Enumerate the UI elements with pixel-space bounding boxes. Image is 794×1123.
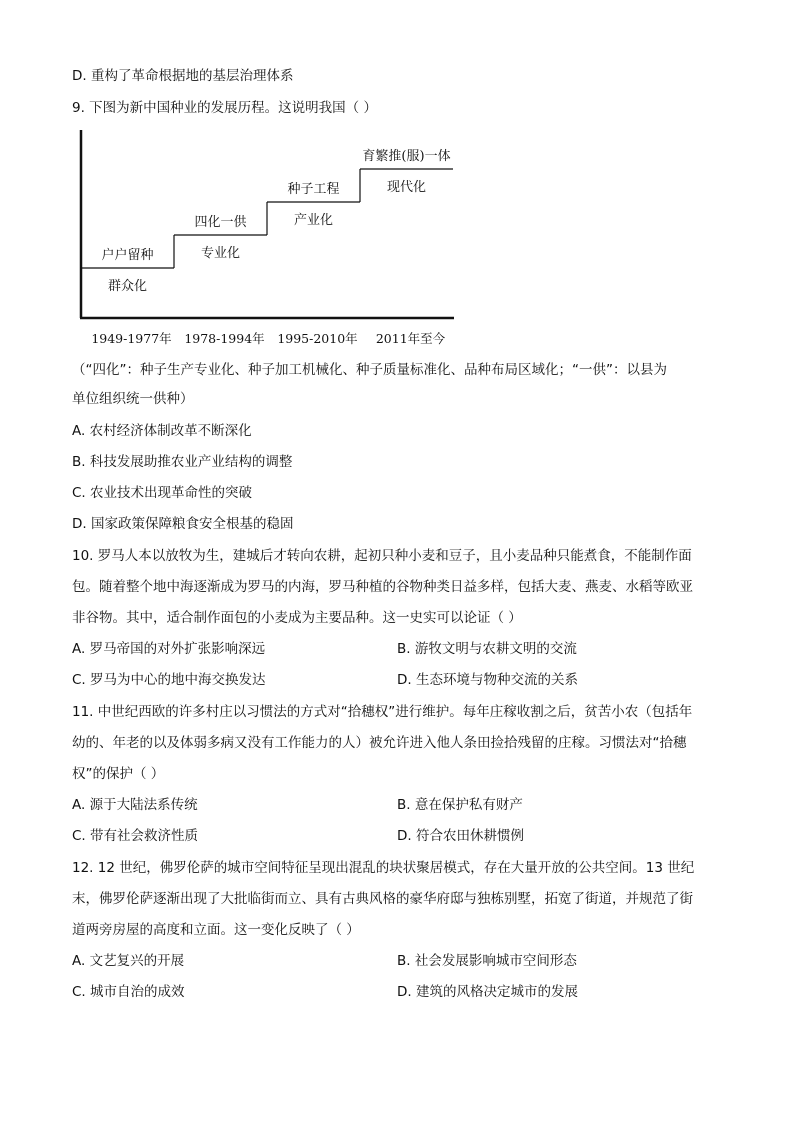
x-tick-label: 2011年至今 bbox=[375, 331, 446, 346]
stage-bottom-label: 现代化 bbox=[386, 180, 427, 195]
q9-note-line1: （“四化”：种子生产专业化、种子加工机械化、种子质量标准化、品种布局区域化；“一供”：以县为 bbox=[72, 362, 667, 378]
q10-option-d: D. 生态环境与物种交流的关系 bbox=[397, 672, 578, 688]
q12-option-b: B. 社会发展影响城市空间形态 bbox=[397, 953, 577, 969]
stage-top-label: 四化一供 bbox=[194, 215, 247, 230]
q11-option-b: B. 意在保护私有财产 bbox=[397, 797, 523, 813]
q9-option-b: B. 科技发展助推农业产业结构的调整 bbox=[72, 454, 293, 470]
q12-line1: 12. 12 世纪，佛罗伦萨的城市空间特征呈现出混乱的块状聚居模式，存在大量开放的公共空间。13 世纪 bbox=[72, 860, 695, 876]
stage-top-label: 户户留种 bbox=[101, 248, 154, 263]
q10-option-c: C. 罗马为中心的地中海交换发达 bbox=[72, 672, 266, 688]
q12-option-a: A. 文艺复兴的开展 bbox=[72, 953, 185, 969]
q11-line2: 幼的、年老的以及体弱多病又没有工作能力的人）被允许进入他人条田捡拾残留的庄稼。习惯法对“拾穗 bbox=[72, 735, 687, 751]
x-tick-label: 1995-2010年 bbox=[277, 331, 358, 346]
x-tick-label: 1949-1977年 bbox=[91, 331, 172, 346]
q12-option-c: C. 城市自治的成效 bbox=[72, 984, 185, 1000]
stage-bottom-label: 群众化 bbox=[107, 279, 148, 294]
q11-option-a: A. 源于大陆法系传统 bbox=[72, 797, 198, 813]
q10-line1: 10. 罗马人本以放牧为生，建城后才转向农耕，起初只种小麦和豆子，且小麦品种只能煮食，不能制作面 bbox=[72, 548, 692, 564]
q12-line3: 道两旁房屋的高度和立面。这一变化反映了（ ） bbox=[72, 922, 360, 938]
q11-option-c: C. 带有社会救济性质 bbox=[72, 828, 199, 844]
q9-note-line2: 单位组织统一供种） bbox=[72, 391, 194, 407]
q10-option-a: A. 罗马帝国的对外扩张影响深远 bbox=[72, 641, 266, 657]
stage-top-label: 育繁推(服)一体 bbox=[362, 149, 451, 164]
x-tick-label: 1978-1994年 bbox=[184, 331, 265, 346]
q10-line2: 包。随着整个地中海逐渐成为罗马的内海，罗马种植的谷物种类日益多样，包括大麦、燕麦、水稻等欧亚 bbox=[72, 579, 693, 595]
q8-option-d: D. 重构了革命根据地的基层治理体系 bbox=[72, 68, 294, 84]
q10-line3: 非谷物。其中，适合制作面包的小麦成为主要品种。这一史实可以论证（ ） bbox=[72, 610, 522, 626]
seed-industry-chart bbox=[72, 128, 482, 353]
q10-option-b: B. 游牧文明与农耕文明的交流 bbox=[397, 641, 577, 657]
q11-line1: 11. 中世纪西欧的许多村庄以习惯法的方式对“拾穗权”进行维护。每年庄稼收割之后，贫苦小农（包括年 bbox=[72, 704, 693, 720]
q9-option-c: C. 农业技术出现革命性的突破 bbox=[72, 485, 253, 501]
q12-option-d: D. 建筑的风格决定城市的发展 bbox=[397, 984, 578, 1000]
q11-option-d: D. 符合农田休耕惯例 bbox=[397, 828, 524, 844]
q9-option-d: D. 国家政策保障粮食安全根基的稳固 bbox=[72, 516, 294, 532]
q11-line3: 权”的保护（ ） bbox=[72, 766, 165, 782]
q12-line2: 末，佛罗伦萨逐渐出现了大批临街而立、具有古典风格的豪华府邸与独栋别墅，拓宽了街道，并规范了街 bbox=[72, 891, 693, 907]
stage-top-label: 种子工程 bbox=[287, 182, 340, 197]
q9-stem: 9. 下图为新中国种业的发展历程。这说明我国（ ） bbox=[72, 100, 377, 116]
q9-option-a: A. 农村经济体制改革不断深化 bbox=[72, 423, 252, 439]
stage-bottom-label: 产业化 bbox=[293, 213, 334, 228]
stage-bottom-label: 专业化 bbox=[200, 246, 241, 261]
